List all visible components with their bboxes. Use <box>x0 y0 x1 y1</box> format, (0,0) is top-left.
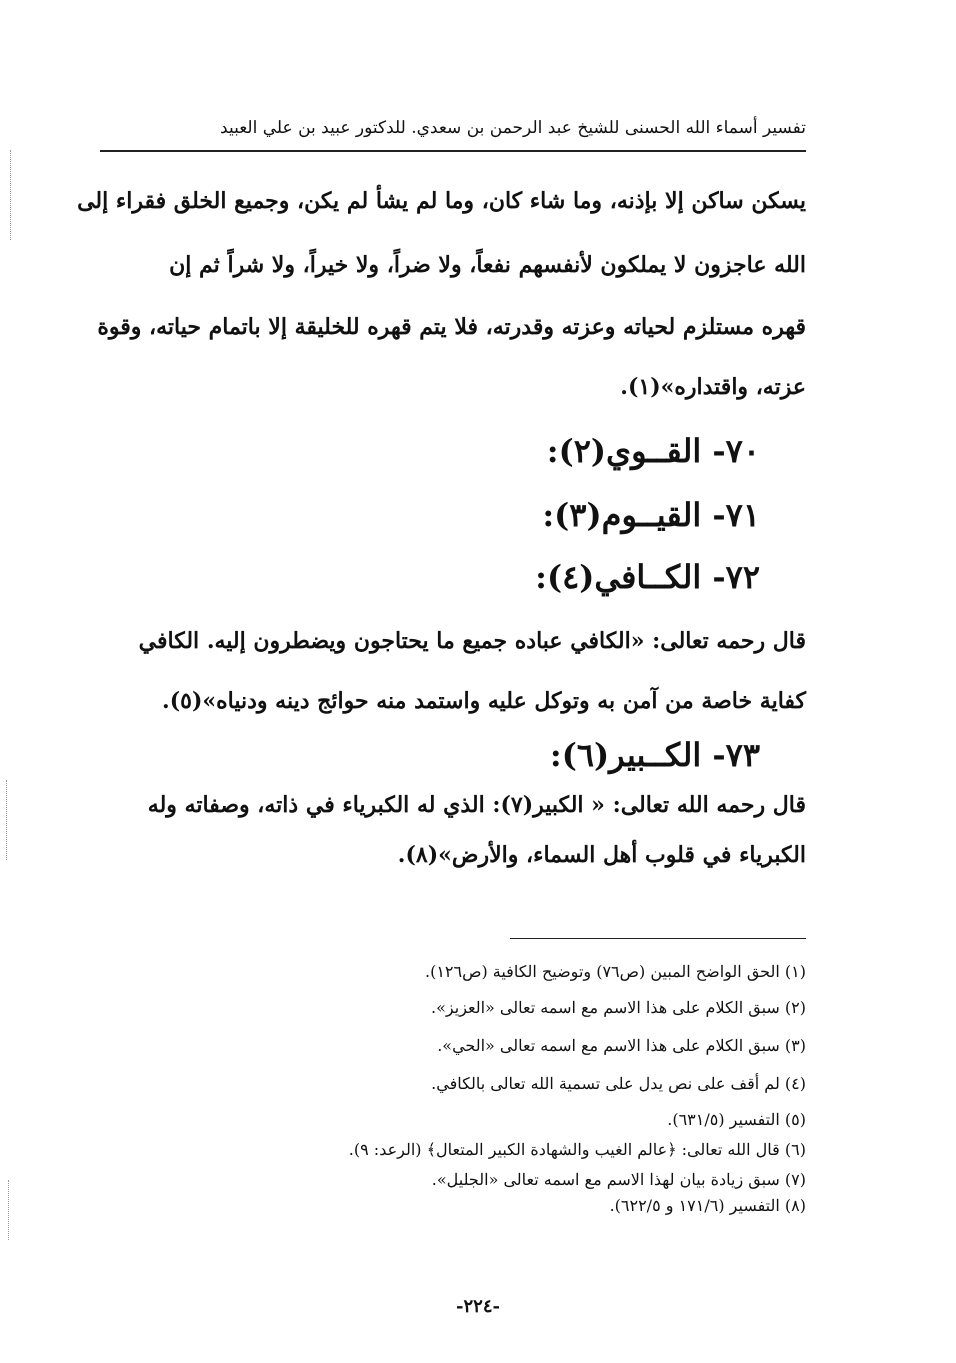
footnote: (٥) التفسير (٦٣١/٥). <box>667 1110 806 1129</box>
page-number: -٢٢٤- <box>456 1296 500 1317</box>
paragraph-line: قال رحمه تعالى: «الكافي عباده جميع ما يحتاجون ويضطرون إليه. الكافي <box>138 628 806 654</box>
header-rule <box>100 150 806 152</box>
paragraph-line: كفاية خاصة من آمن به وتوكل عليه واستمد منه حوائج دينه ودنياه»(٥). <box>162 688 806 714</box>
paragraph-line: قال رحمه الله تعالى: « الكبير(٧): الذي له الكبرياء في ذاته، وصفاته وله <box>147 792 806 818</box>
scan-edge-mark <box>6 780 7 860</box>
footnote: (٣) سبق الكلام على هذا الاسم مع اسمه تعالى «الحي». <box>437 1036 806 1055</box>
footnote: (٢) سبق الكلام على هذا الاسم مع اسمه تعالى «العزيز». <box>431 998 806 1017</box>
footnote: (١) الحق الواضح المبين (ص٧٦) وتوضيح الكافية (ص١٢٦). <box>424 962 806 981</box>
footnote: (٧) سبق زيادة بيان لهذا الاسم مع اسمه تعالى «الجليل». <box>431 1170 806 1189</box>
running-header: تفسير أسماء الله الحسنى للشيخ عبد الرحمن بن سعدي. للدكتور عبيد بن علي العبيد <box>220 118 806 138</box>
section-heading-73: ٧٣- الكــبير(٦): <box>549 736 760 774</box>
section-heading-72: ٧٢- الكــافي(٤): <box>535 558 760 596</box>
footnote: (٤) لم أقف على نص يدل على تسمية الله تعالى بالكافي. <box>431 1074 806 1093</box>
paragraph-line: الكبرياء في قلوب أهل السماء، والأرض»(٨). <box>397 842 806 868</box>
paragraph-line: يسكن ساكن إلا بإذنه، وما شاء كان، وما لم يشأ لم يكن، وجميع الخلق فقراء إلى <box>77 188 806 214</box>
scan-edge-mark <box>8 1180 9 1240</box>
paragraph-line: عزته، واقتداره»(١). <box>620 374 806 400</box>
section-heading-71: ٧١- القيــوم(٣): <box>542 496 760 534</box>
footnote: (٨) التفسير (١٧١/٦ و ٦٢٢/٥). <box>609 1196 806 1215</box>
paragraph-line: قهره مستلزم لحياته وعزته وقدرته، فلا يتم قهره للخليقة إلا باتمام حياته، وقوة <box>97 314 806 340</box>
paragraph-line: الله عاجزون لا يملكون لأنفسهم نفعاً، ولا ضراً، ولا خيراً، ولا شراً ثم إن <box>169 252 806 278</box>
scan-edge-mark <box>10 150 11 240</box>
footnote-separator <box>510 938 806 939</box>
footnote: (٦) قال الله تعالى: ﴿عالم الغيب والشهادة الكبير المتعال﴾ (الرعد: ٩). <box>348 1140 806 1159</box>
section-heading-70: ٧٠- القــوي(٢): <box>546 432 760 470</box>
